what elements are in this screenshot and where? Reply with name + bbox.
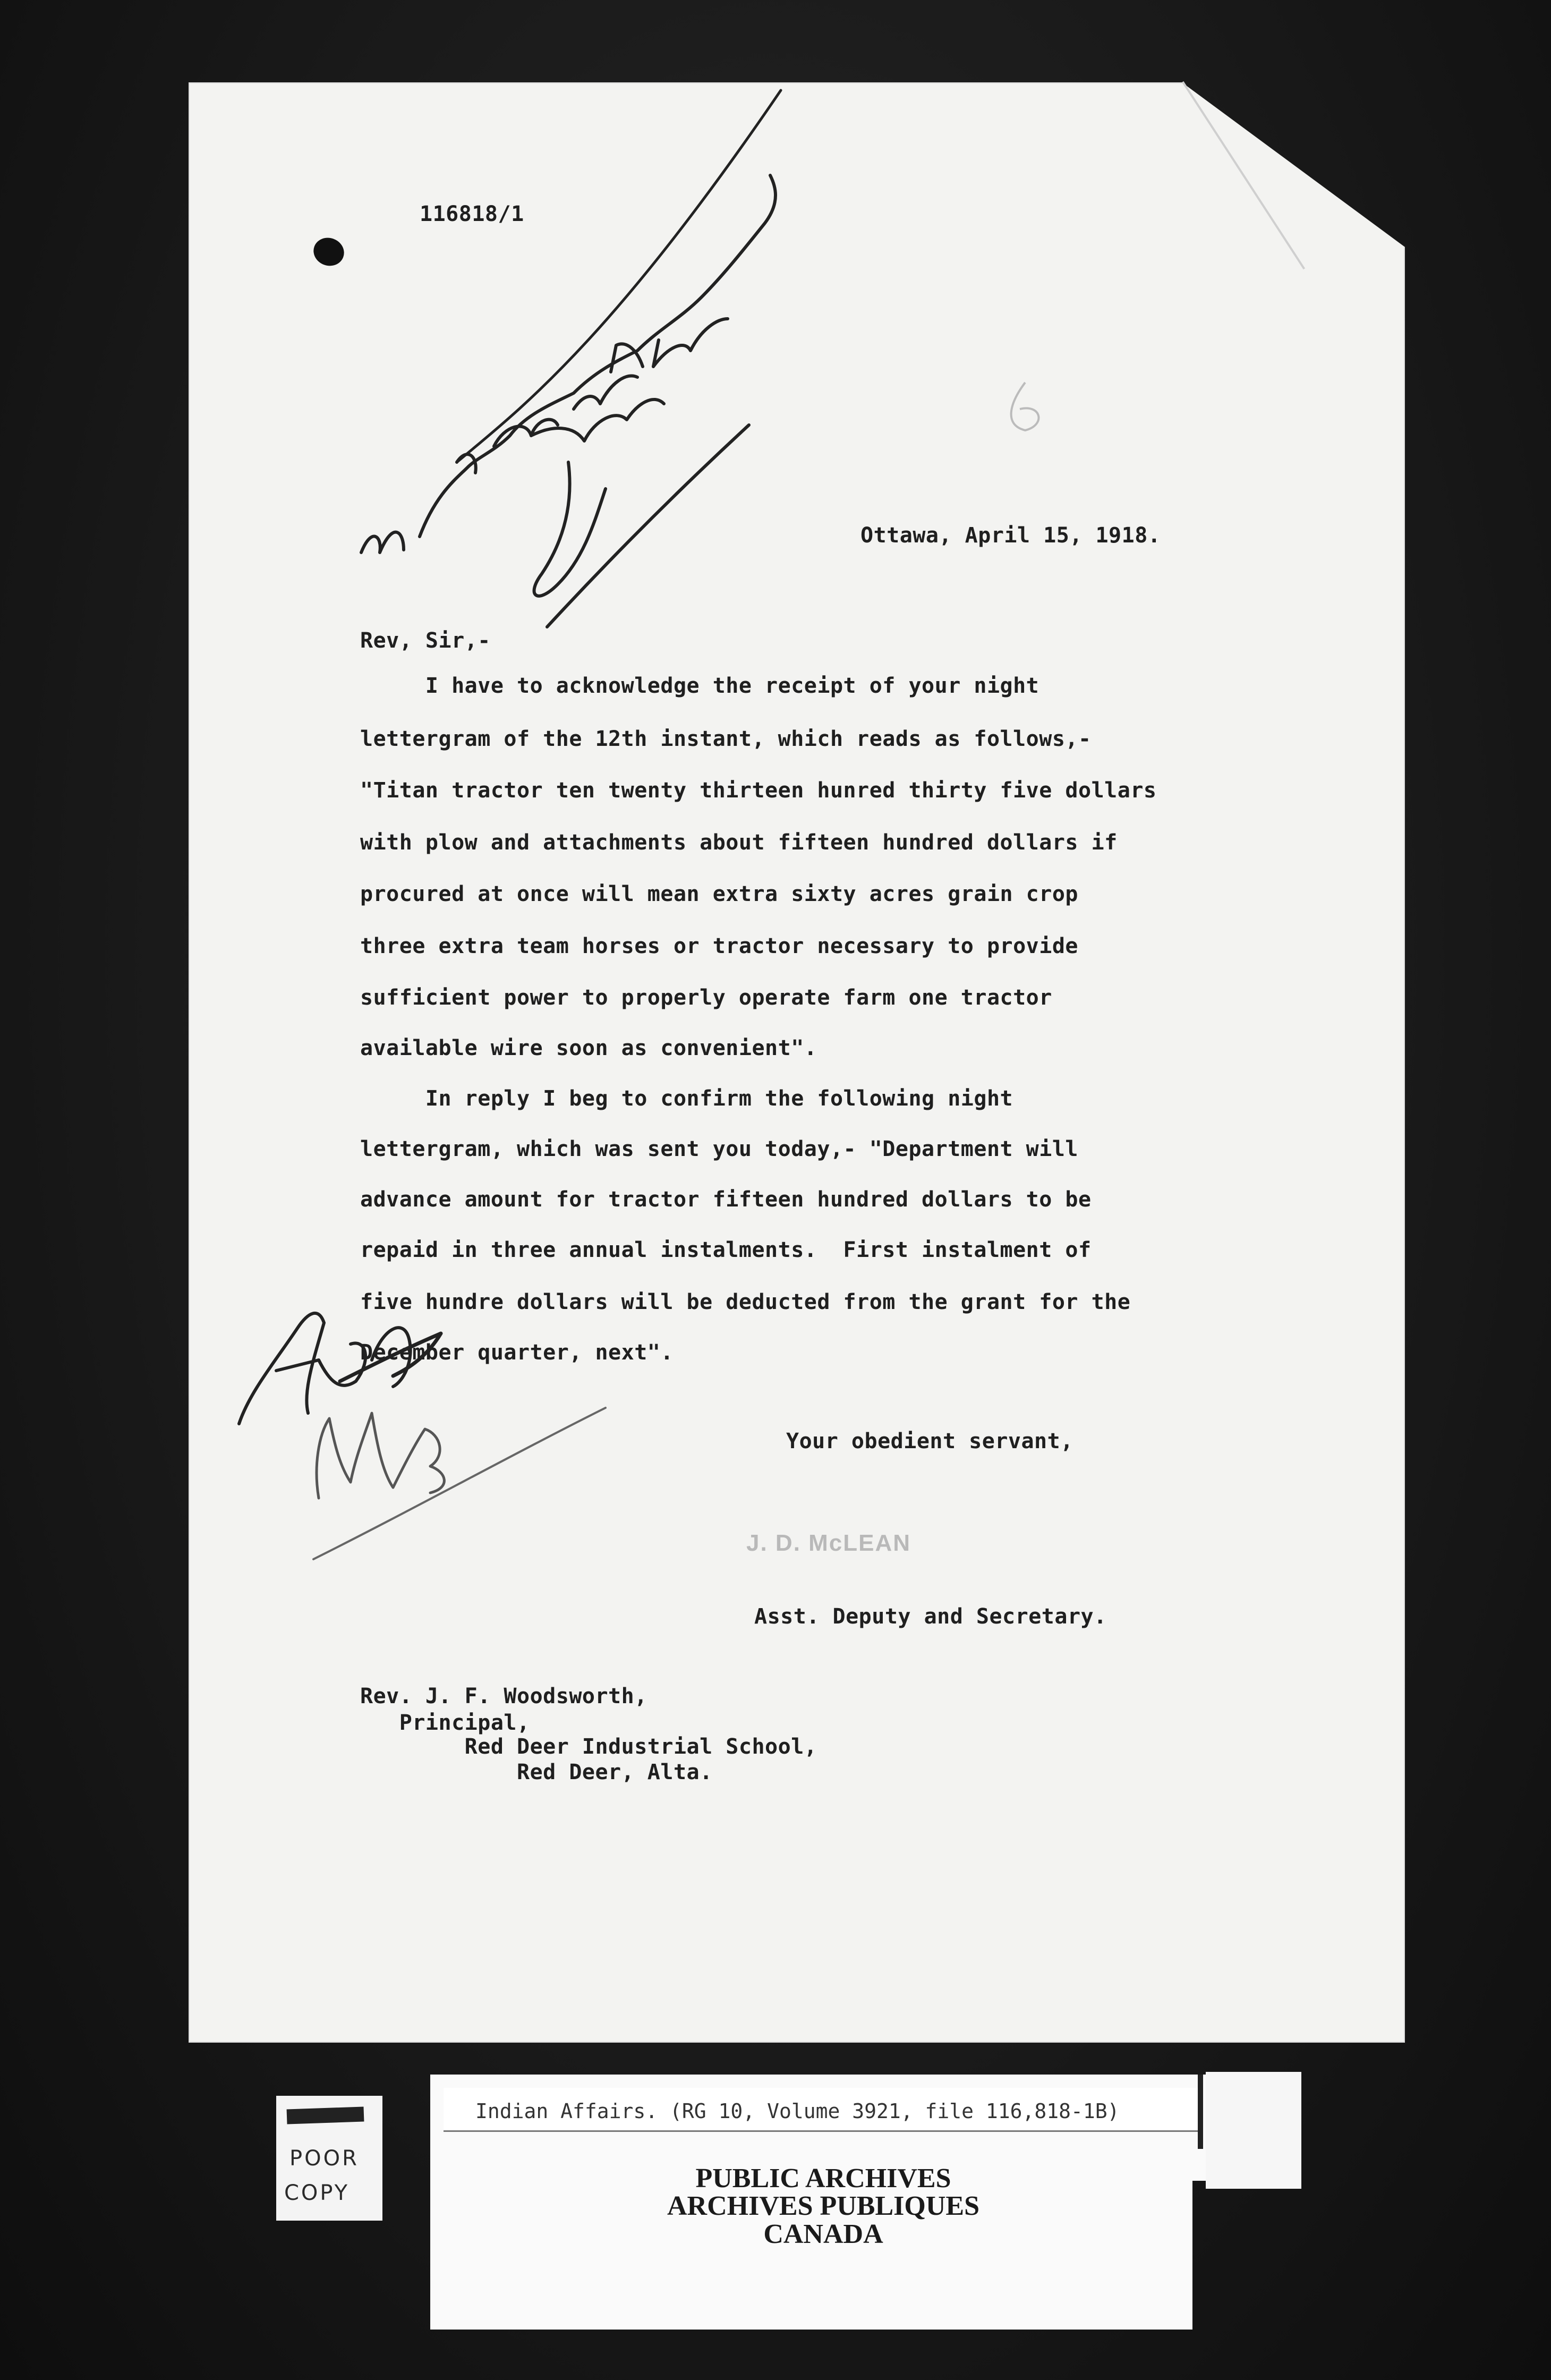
archive-reference: Indian Affairs. (RG 10, Volume 3921, file 116,818-1B) [475, 2100, 1120, 2123]
quality-note-line: COPY [284, 2181, 350, 2205]
closing: Your obedient servant, [786, 1429, 1073, 1454]
body-line: advance amount for tractor fifteen hundred dollars to be [360, 1187, 1092, 1212]
address-line: Rev. J. F. Woodsworth, [360, 1684, 647, 1708]
body-line: three extra team horses or tractor necessary to provide [360, 934, 1079, 958]
body-line: repaid in three annual instalments. First instalment of [360, 1238, 1092, 1262]
body-line: December quarter, next". [360, 1340, 674, 1365]
file-reference: 116818/1 [420, 202, 524, 226]
body-line: In reply I beg to confirm the following night [360, 1086, 1013, 1111]
archive-institution-line: ARCHIVES PUBLIQUES [667, 2191, 980, 2221]
body-line: I have to acknowledge the receipt of your night [360, 674, 1039, 698]
address-line: Principal, [360, 1711, 530, 1735]
body-line: lettergram of the 12th instant, which reads as follows,- [360, 727, 1092, 751]
body-line: lettergram, which was sent you today,- "Department will [360, 1137, 1079, 1161]
body-line: sufficient power to properly operate farm one tractor [360, 985, 1052, 1010]
label-separator [1198, 2075, 1203, 2149]
body-line: five hundre dollars will be deducted from the grant for the [360, 1290, 1131, 1314]
signer-title: Asst. Deputy and Secretary. [754, 1604, 1107, 1629]
body-line: available wire soon as convenient". [360, 1036, 817, 1060]
redaction-strike [287, 2106, 364, 2124]
archive-institution-line: CANADA [763, 2219, 883, 2249]
body-line: with plow and attachments about fifteen hundred dollars if [360, 830, 1118, 855]
quality-note-line: POOR [289, 2146, 359, 2171]
date-line: Ottawa, April 15, 1918. [860, 523, 1161, 548]
signature-stamp: J. D. McLEAN [746, 1530, 911, 1556]
address-line: Red Deer, Alta. [360, 1760, 713, 1784]
body-line: "Titan tractor ten twenty thirteen hunred thirty five dollars [360, 778, 1157, 803]
archive-label-edge [1206, 2072, 1301, 2189]
salutation: Rev, Sir,- [360, 628, 491, 653]
archive-institution-line: PUBLIC ARCHIVES [695, 2163, 951, 2194]
address-line: Red Deer Industrial School, [360, 1735, 817, 1759]
body-line: procured at once will mean extra sixty acres grain crop [360, 882, 1079, 906]
